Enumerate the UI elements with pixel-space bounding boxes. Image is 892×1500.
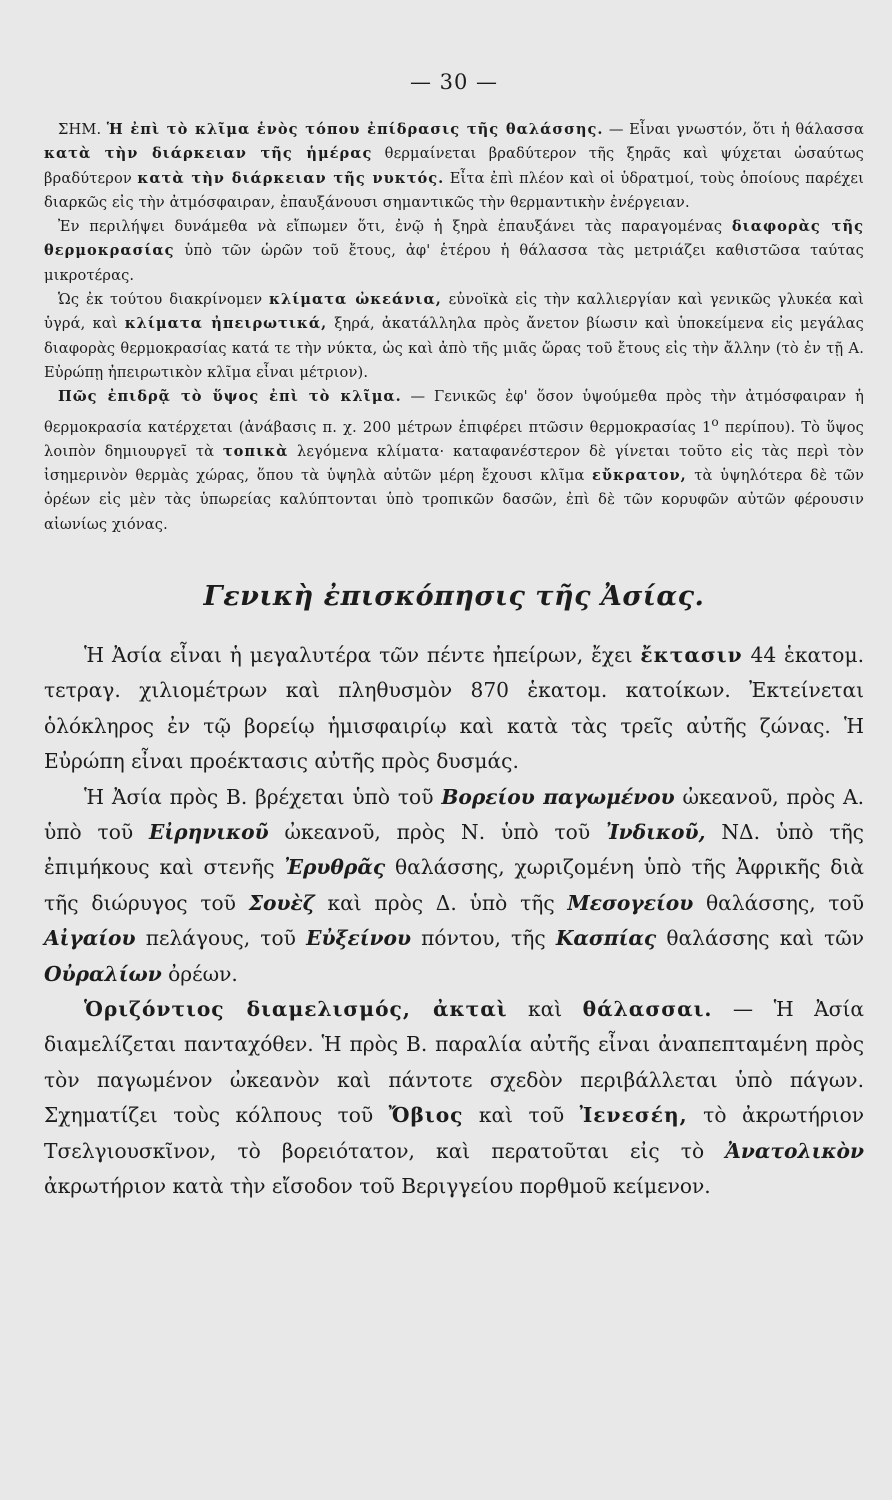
subheading-text: θάλασσαι.: [582, 996, 713, 1021]
emphasis-text: κατὰ τὴν διάρκειαν τῆς ἡμέρας: [44, 145, 373, 163]
text-run: θερμαίνεται βραδύτερον τῆς ξηρᾶς καὶ ψύχεται ὡσαύτως βραδύτερον: [44, 145, 865, 187]
place-name: Ἐρυθρᾶς: [284, 855, 386, 880]
text-run: καὶ: [507, 996, 583, 1021]
emphasis-text: ἔκτασιν: [640, 642, 743, 667]
body-paragraph: [44, 992, 864, 1204]
page-number: — 30 —: [409, 70, 499, 94]
main-text: [44, 638, 864, 1205]
place-name: Ἀνατολικὸν: [725, 1138, 864, 1163]
text-run: θαλάσσης, χωριζομένη ὑπὸ τῆς Ἀφρικῆς διὰ τῆς διώρυγος τοῦ: [44, 855, 865, 915]
text-run: ὠκεανοῦ, πρὸς Α. ὑπὸ τοῦ: [44, 784, 864, 844]
text-run: εὐνοϊκὰ εἰς τὴν καλλιεργίαν καὶ γενικῶς γλυκέα καὶ ὑγρά, καὶ: [44, 291, 864, 333]
text-run: — Εἶναι γνωστόν, ὅτι ἡ θάλασσα: [603, 121, 864, 138]
text-run: Εἶτα ἐπὶ πλέον καὶ οἱ ὑδρατμοί, τοὺς ὁποίους παρέχει διαρκῶς εἰς τὴν ἀτμόσφαιραν, ἐπαυξάνουσι σημαντικῶς τὴν θερμαντικὴν ἐνέργειαν.: [44, 169, 864, 211]
text-run: Ἡ Ἀσία εἶναι ἡ μεγαλυτέρα τῶν πέντε ἠπείρων, ἔχει: [84, 642, 641, 667]
text-run: ὑπὸ τῶν ὡρῶν τοῦ ἔτους, ἀφ' ἑτέρου ἡ θάλασσα τὰς μετριάζει καθιστῶσα ταύτας μικροτέρας.: [44, 242, 864, 284]
text-run: ξηρά, ἀκατάλληλα πρὸς ἄνετον βίωσιν καὶ ὑποκείμενα εἰς μεγάλας διαφορὰς θερμοκρασίας κατά τε τὴν νύκτα, ὡς καὶ ἀπὸ τῆς μιᾶς ὥρας τοῦ ἔτους εἰς τὴν ἄλλην (τὸ ἐν τῇ Α. Εὐρώπῃ ἠπειρωτικὸν κλῖμα εἶναι μέτριον).: [44, 315, 864, 381]
text-run: ΝΔ. ὑπὸ τῆς ἐπιμήκους καὶ στενῆς: [44, 819, 864, 880]
emphasis-text: διαφορὰς τῆς θερμοκρασίας: [44, 218, 864, 260]
text-run: θαλάσσης, τοῦ: [693, 890, 864, 915]
text-run: ὠκεανοῦ, πρὸς Ν. ὑπὸ τοῦ: [268, 819, 606, 844]
text-run: καὶ πρὸς Δ. ὑπὸ τῆς: [314, 890, 568, 915]
place-name: Εὐξείνου: [306, 926, 411, 951]
text-run: Ἡ Ἀσία πρὸς Β. βρέχεται ὑπὸ τοῦ: [84, 784, 442, 809]
place-name: Κασπίας: [555, 926, 657, 951]
text-run: ἀκρωτήριον κατὰ τὴν εἴσοδον τοῦ Βεριγγείου πορθμοῦ κείμενον.: [44, 1174, 711, 1198]
text-run: τὰ ὑψηλότερα δὲ τῶν ὀρέων εἰς μὲν τὰς ὑπωρείας καλύπτονται ὑπὸ τροπικῶν δασῶν, ἐπὶ δὲ τῶν κορυφῶν αὐτῶν φέρουσιν αἰωνίως χιόνας.: [44, 467, 864, 533]
place-name: Ἰενεσέη,: [579, 1103, 688, 1128]
degree-superscript: ο: [711, 414, 719, 429]
place-name: Ὄβιος: [388, 1103, 464, 1128]
note-subheading: Πῶς ἐπιδρᾷ τὸ ὕψος ἐπὶ τὸ κλῖμα.: [58, 388, 402, 406]
note-paragraph: [44, 118, 864, 215]
text-run: — Ἡ Ἀσία διαμελίζεται πανταχόθεν. Ἡ πρὸς Β. παραλία αὐτῆς εἶναι ἀναπεπταμένη πρὸς τὸν παγωμένον ὠκεανὸν καὶ πάντοτε σχεδὸν περιβάλλεται ὑπὸ πάγων. Σχηματίζει τοὺς κόλπους τοῦ: [44, 996, 864, 1128]
emphasis-text: τοπικὰ: [222, 442, 289, 460]
note-heading: Ἡ ἐπὶ τὸ κλῖμα ἑνὸς τόπου ἐπίδρασις τῆς θαλάσσης.: [106, 121, 604, 138]
text-run: ὀρέων.: [161, 961, 238, 986]
text-run: πόντου, τῆς: [410, 926, 556, 951]
text-run: θαλάσσης καὶ τῶν: [656, 926, 864, 951]
note-paragraph: [44, 385, 864, 537]
place-name: Οὐραλίων: [44, 961, 162, 986]
emphasis-text: κλίματα ὠκεάνια,: [269, 291, 442, 309]
place-name: Σουὲζ: [248, 890, 315, 915]
section-title: Γενικὴ ἐπισκόπησις τῆς Ἀσίας.: [203, 580, 705, 612]
note-paragraph: [44, 215, 864, 288]
emphasis-text: κλίματα ἠπειρωτικά,: [124, 315, 328, 333]
text-run: Ὡς ἐκ τούτου διακρίνομεν: [58, 291, 270, 309]
note-label: ΣΗΜ.: [58, 121, 107, 138]
emphasis-text: κατὰ τὴν διάρκειαν τῆς νυκτός.: [137, 169, 445, 187]
body-paragraph: [44, 780, 864, 992]
text-run: λεγόμενα κλίματα· καταφανέστερον δὲ γίνεται τοῦτο εἰς τὰς περὶ τὸν ἰσημερινὸν θερμὰς χώρας, ὅπου τὰ ὑψηλὰ αὐτῶν μέρη ἔχουσι κλῖμα: [44, 442, 864, 485]
place-name: Ἰνδικοῦ,: [605, 819, 706, 844]
text-run: περίπου). Τὸ ὕψος λοιπὸν δημιουργεῖ τὰ: [44, 418, 865, 460]
body-paragraph: [44, 638, 864, 780]
text-run: τὸ ἀκρωτήριον Τσελγιουσκῖνον, τὸ βορειότατον, καὶ περατοῦται εἰς τὸ: [44, 1103, 864, 1163]
place-name: Εἰρηνικοῦ: [148, 819, 269, 844]
place-name: Βορείου παγωμένου: [441, 784, 675, 809]
climate-note: [44, 118, 864, 537]
place-name: Αἰγαίου: [44, 926, 136, 951]
text-run: 44 ἑκατομ. τετραγ. χιλιομέτρων καὶ πληθυσμὸν 870 ἑκατομ. κατοίκων. Ἐκτείνεται ὁλόκληρος ἐν τῷ βορείῳ ἡμισφαιρίῳ καὶ κατὰ τὰς τρεῖς αὐτῆς ζώνας. Ἡ Εὐρώπη εἶναι προέκτασις αὐτῆς πρὸς δυσμάς.: [44, 642, 864, 774]
text-run: πελάγους, τοῦ: [135, 926, 307, 951]
emphasis-text: εὔκρατον,: [592, 467, 687, 485]
place-name: Μεσογείου: [567, 890, 694, 915]
text-run: Ἐν περιλήψει δυνάμεθα νὰ εἴπωμεν ὅτι, ἐνῷ ἡ ξηρὰ ἐπαυξάνει τὰς παραγομένας: [58, 218, 732, 236]
subheading-text: Ὁριζόντιος διαμελισμός, ἀκταὶ: [84, 996, 508, 1021]
text-run: — Γενικῶς ἐφ' ὅσον ὑψούμεθα πρὸς τὴν ἀτμόσφαιραν ἡ θερμοκρασία κατέρχεται (ἀνάβασις π. χ. 200 μέτρων ἐπιφέρει πτῶσιν θερμοκρασίας 1: [44, 388, 864, 436]
text-run: καὶ τοῦ: [463, 1103, 580, 1128]
note-paragraph: [44, 288, 864, 385]
